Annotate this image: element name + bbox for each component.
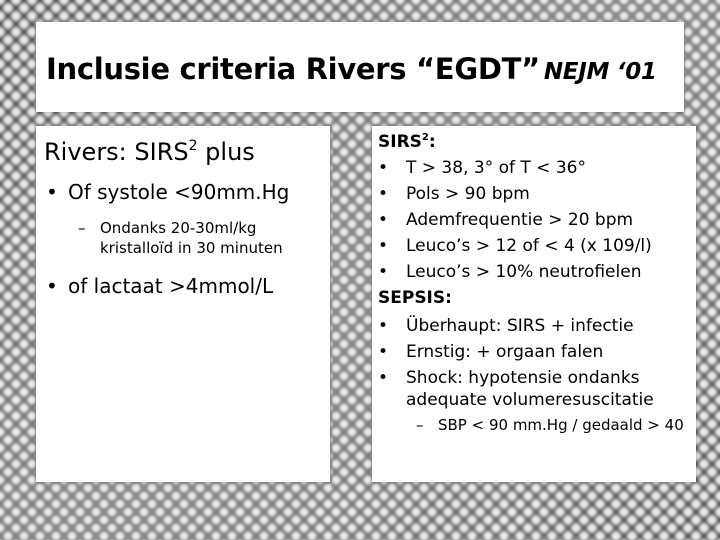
bullet-marker: •: [46, 180, 58, 204]
bullet-marker: •: [378, 210, 389, 230]
left-bullet-systole: [46, 180, 289, 204]
sirs-item-text: T > 38, 3° of T < 36°: [406, 158, 586, 178]
dash-marker: –: [78, 219, 86, 237]
left-bullet-lactaat: [46, 274, 273, 298]
bullet-marker: •: [378, 184, 389, 204]
title-journal: NEJM ‘01: [543, 59, 657, 85]
left-heading-suffix: plus: [197, 138, 255, 166]
sepsis-shock-continuation: adequate volumeresuscitatie: [406, 390, 654, 410]
bullet-marker: •: [378, 236, 389, 256]
left-sub-line-1: Ondanks 20-30ml/kg: [100, 219, 257, 237]
sirs-item-text: Leuco’s > 12 of < 4 (x 109/l): [406, 236, 652, 256]
bullet-marker: •: [46, 274, 58, 298]
sepsis-item-ernstig: [378, 342, 603, 362]
sirs-heading: [378, 132, 436, 152]
sepsis-item-shock: [378, 368, 640, 388]
sirs-item-temperature: [378, 158, 586, 178]
bullet-marker: •: [378, 342, 389, 362]
sepsis-item-text: Ernstig: + orgaan falen: [406, 342, 604, 362]
sirs-item-neutrophils: [378, 262, 641, 282]
sirs-item-respiration: [378, 210, 633, 230]
sirs-heading-colon: :: [428, 132, 436, 152]
sepsis-item-text: Überhaupt: SIRS + infectie: [406, 316, 634, 336]
left-bullet-systole-text: Of systole <90mm.Hg: [68, 180, 290, 204]
bullet-marker: •: [378, 316, 389, 336]
bullet-marker: •: [378, 368, 389, 388]
left-heading-superscript: 2: [188, 138, 198, 154]
bullet-marker: •: [378, 158, 389, 178]
sepsis-item-text: Shock: hypotensie ondanks: [406, 368, 640, 388]
left-bullet-lactaat-text: of lactaat >4mmol/L: [68, 274, 274, 298]
left-sub-line-2: kristalloïd in 30 minuten: [100, 239, 283, 257]
sirs-item-leuco-count: [378, 236, 652, 256]
sepsis-item-infectie: [378, 316, 634, 336]
left-sub-bullet-ondanks: [78, 218, 328, 258]
title-main: Inclusie criteria Rivers “EGDT”: [46, 52, 540, 86]
sirs-item-text: Pols > 90 bpm: [406, 184, 530, 204]
left-heading: [44, 138, 255, 166]
sirs-heading-superscript: 2: [421, 132, 429, 143]
left-sub-bullet-text: [100, 218, 283, 258]
bullet-marker: •: [378, 262, 389, 282]
shock-sub-bullet: [416, 416, 684, 434]
shock-sub-text: SBP < 90 mm.Hg / gedaald > 40: [438, 416, 684, 434]
left-heading-prefix: Rivers: SIRS: [44, 138, 189, 166]
sepsis-heading: SEPSIS:: [378, 288, 452, 308]
sirs-item-text: Ademfrequentie > 20 bpm: [406, 210, 634, 230]
sirs-item-text: Leuco’s > 10% neutrofielen: [406, 262, 642, 282]
slide-title: [46, 52, 657, 86]
sirs-item-pulse: [378, 184, 530, 204]
title-panel: [36, 22, 684, 112]
right-panel: [372, 126, 696, 482]
dash-marker: –: [416, 416, 424, 434]
sirs-heading-text: SIRS: [378, 132, 422, 152]
left-panel: [36, 126, 330, 482]
